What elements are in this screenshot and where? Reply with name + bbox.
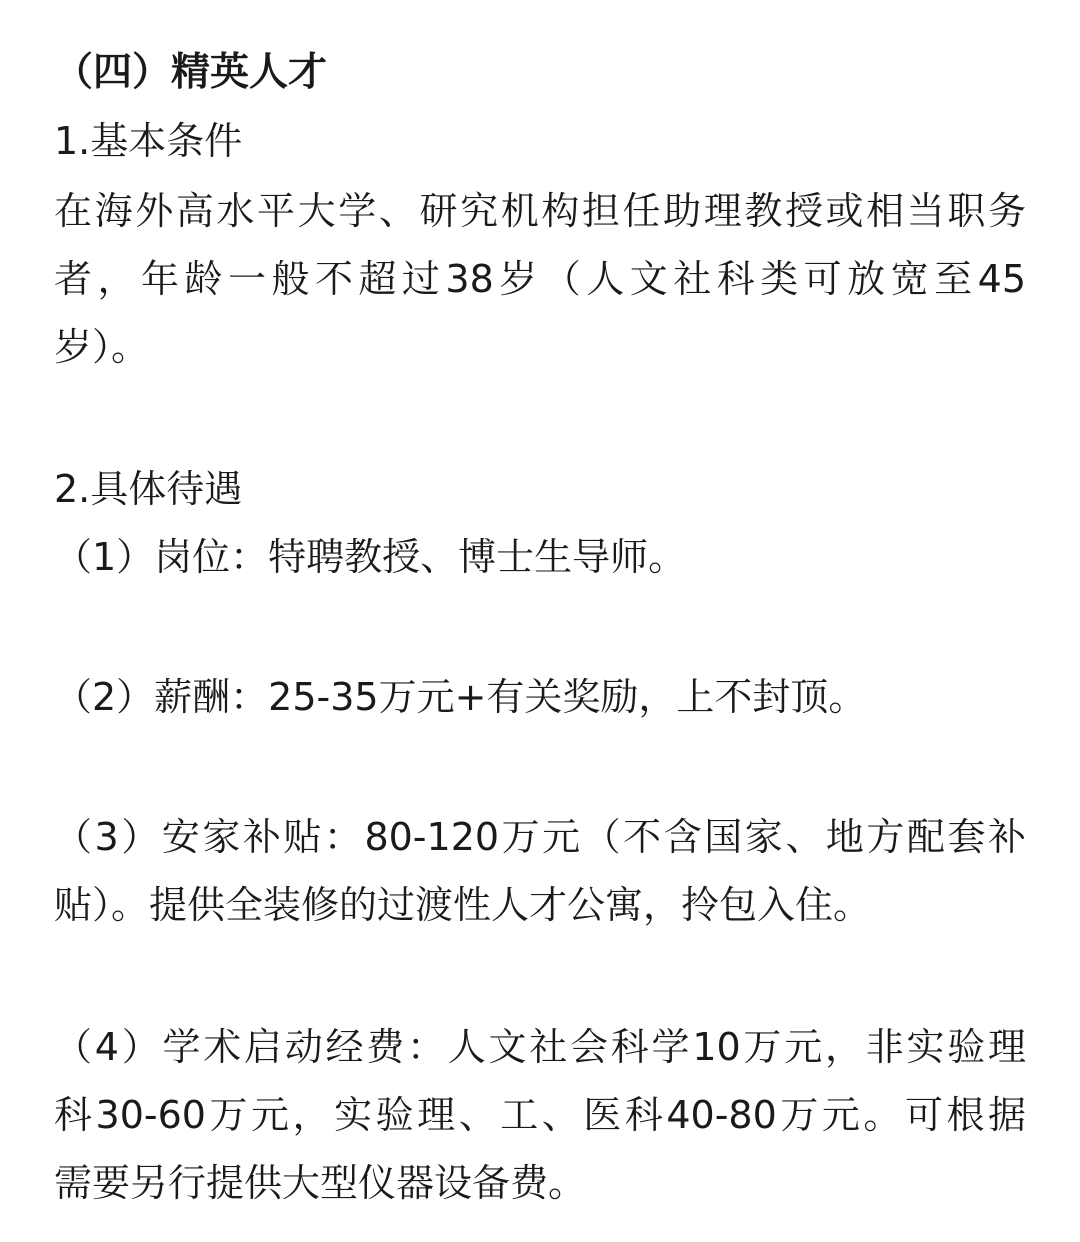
benefit-item-startup-funds-line-1: （4）学术启动经费：人文社会科学10万元，非实验理 — [54, 1025, 1026, 1069]
benefit-item-settlement-line-1: （3）安家补贴：80-120万元（不含国家、地方配套补 — [54, 815, 1026, 859]
benefit-item-position: （1）岗位：特聘教授、博士生导师。 — [54, 535, 687, 579]
benefits-heading: 2.具体待遇 — [54, 467, 243, 511]
basic-conditions-text-line-3: 岁）。 — [54, 325, 150, 369]
benefit-item-startup-funds-line-3: 需要另行提供大型仪器设备费。 — [54, 1161, 587, 1205]
basic-conditions-text-line-2: 者，年龄一般不超过38岁（人文社科类可放宽至45 — [54, 257, 1026, 301]
benefit-item-startup-funds-line-2: 科30-60万元，实验理、工、医科40-80万元。可根据 — [54, 1093, 1026, 1137]
benefit-item-salary: （2）薪酬：25-35万元+有关奖励，上不封顶。 — [54, 675, 867, 719]
section-title: （四）精英人才 — [54, 50, 328, 95]
benefit-item-settlement-line-2: 贴）。提供全装修的过渡性人才公寓，拎包入住。 — [54, 883, 872, 927]
basic-conditions-heading: 1.基本条件 — [54, 119, 243, 163]
basic-conditions-text-line-1: 在海外高水平大学、研究机构担任助理教授或相当职务 — [54, 189, 1026, 233]
